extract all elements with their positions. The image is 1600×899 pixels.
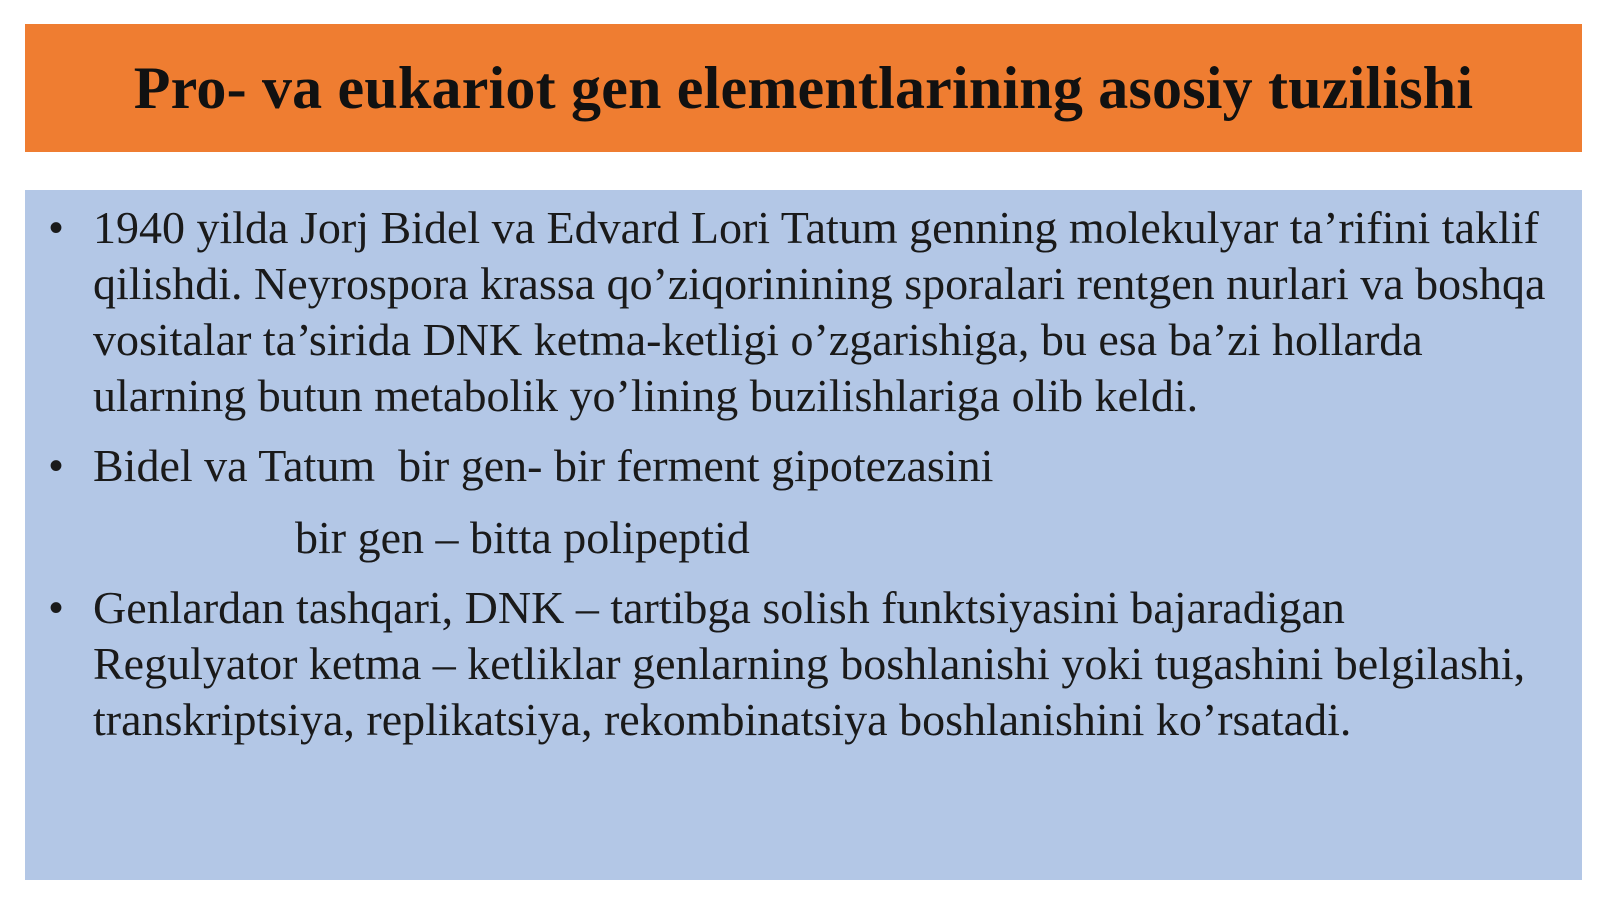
bullet-text-1: 1940 yilda Jorj Bidel va Edvard Lori Tatum genning molekulyar ta’rifini taklif qilishdi. Neyrospora krassa qo’ziqorinining sporalari rentgen nurlari va boshqa vositalar ta’sirida DNK ketma-ketligi o’zgarishiga, bu esa ba’zi hollarda ularning butun metabolik yo’lining buzilishlariga olib keldi. [93,202,1546,421]
bullet-marker: • [49,206,64,250]
bullet-text-2: Bidel va Tatum bir gen- bir ferment gipotezasini [93,440,994,491]
indented-line: bir gen – bitta polipeptid [295,512,750,563]
bullet-list [39,200,1552,494]
bullet-item-1 [39,200,1552,424]
content-box [25,190,1582,880]
bullet-item-3 [39,580,1552,748]
bullet-marker: • [49,444,64,488]
bullet-item-2 [39,438,1552,494]
bullet-text-3: Genlardan tashqari, DNK – tartibga solish funktsiyasini bajaradigan Regulyator ketma – ketliklar genlarning boshlanishi yoki tugashini belgilashi, transkriptsiya, replikatsiya, rekombinatsiya boshlanishini ko’rsatadi. [93,582,1526,745]
slide-title: Pro- va eukariot gen elementlarining asosiy tuzilishi [133,54,1474,121]
title-bar [25,24,1582,152]
bullet-marker: • [49,586,64,630]
bullet-list-continued [39,580,1552,748]
